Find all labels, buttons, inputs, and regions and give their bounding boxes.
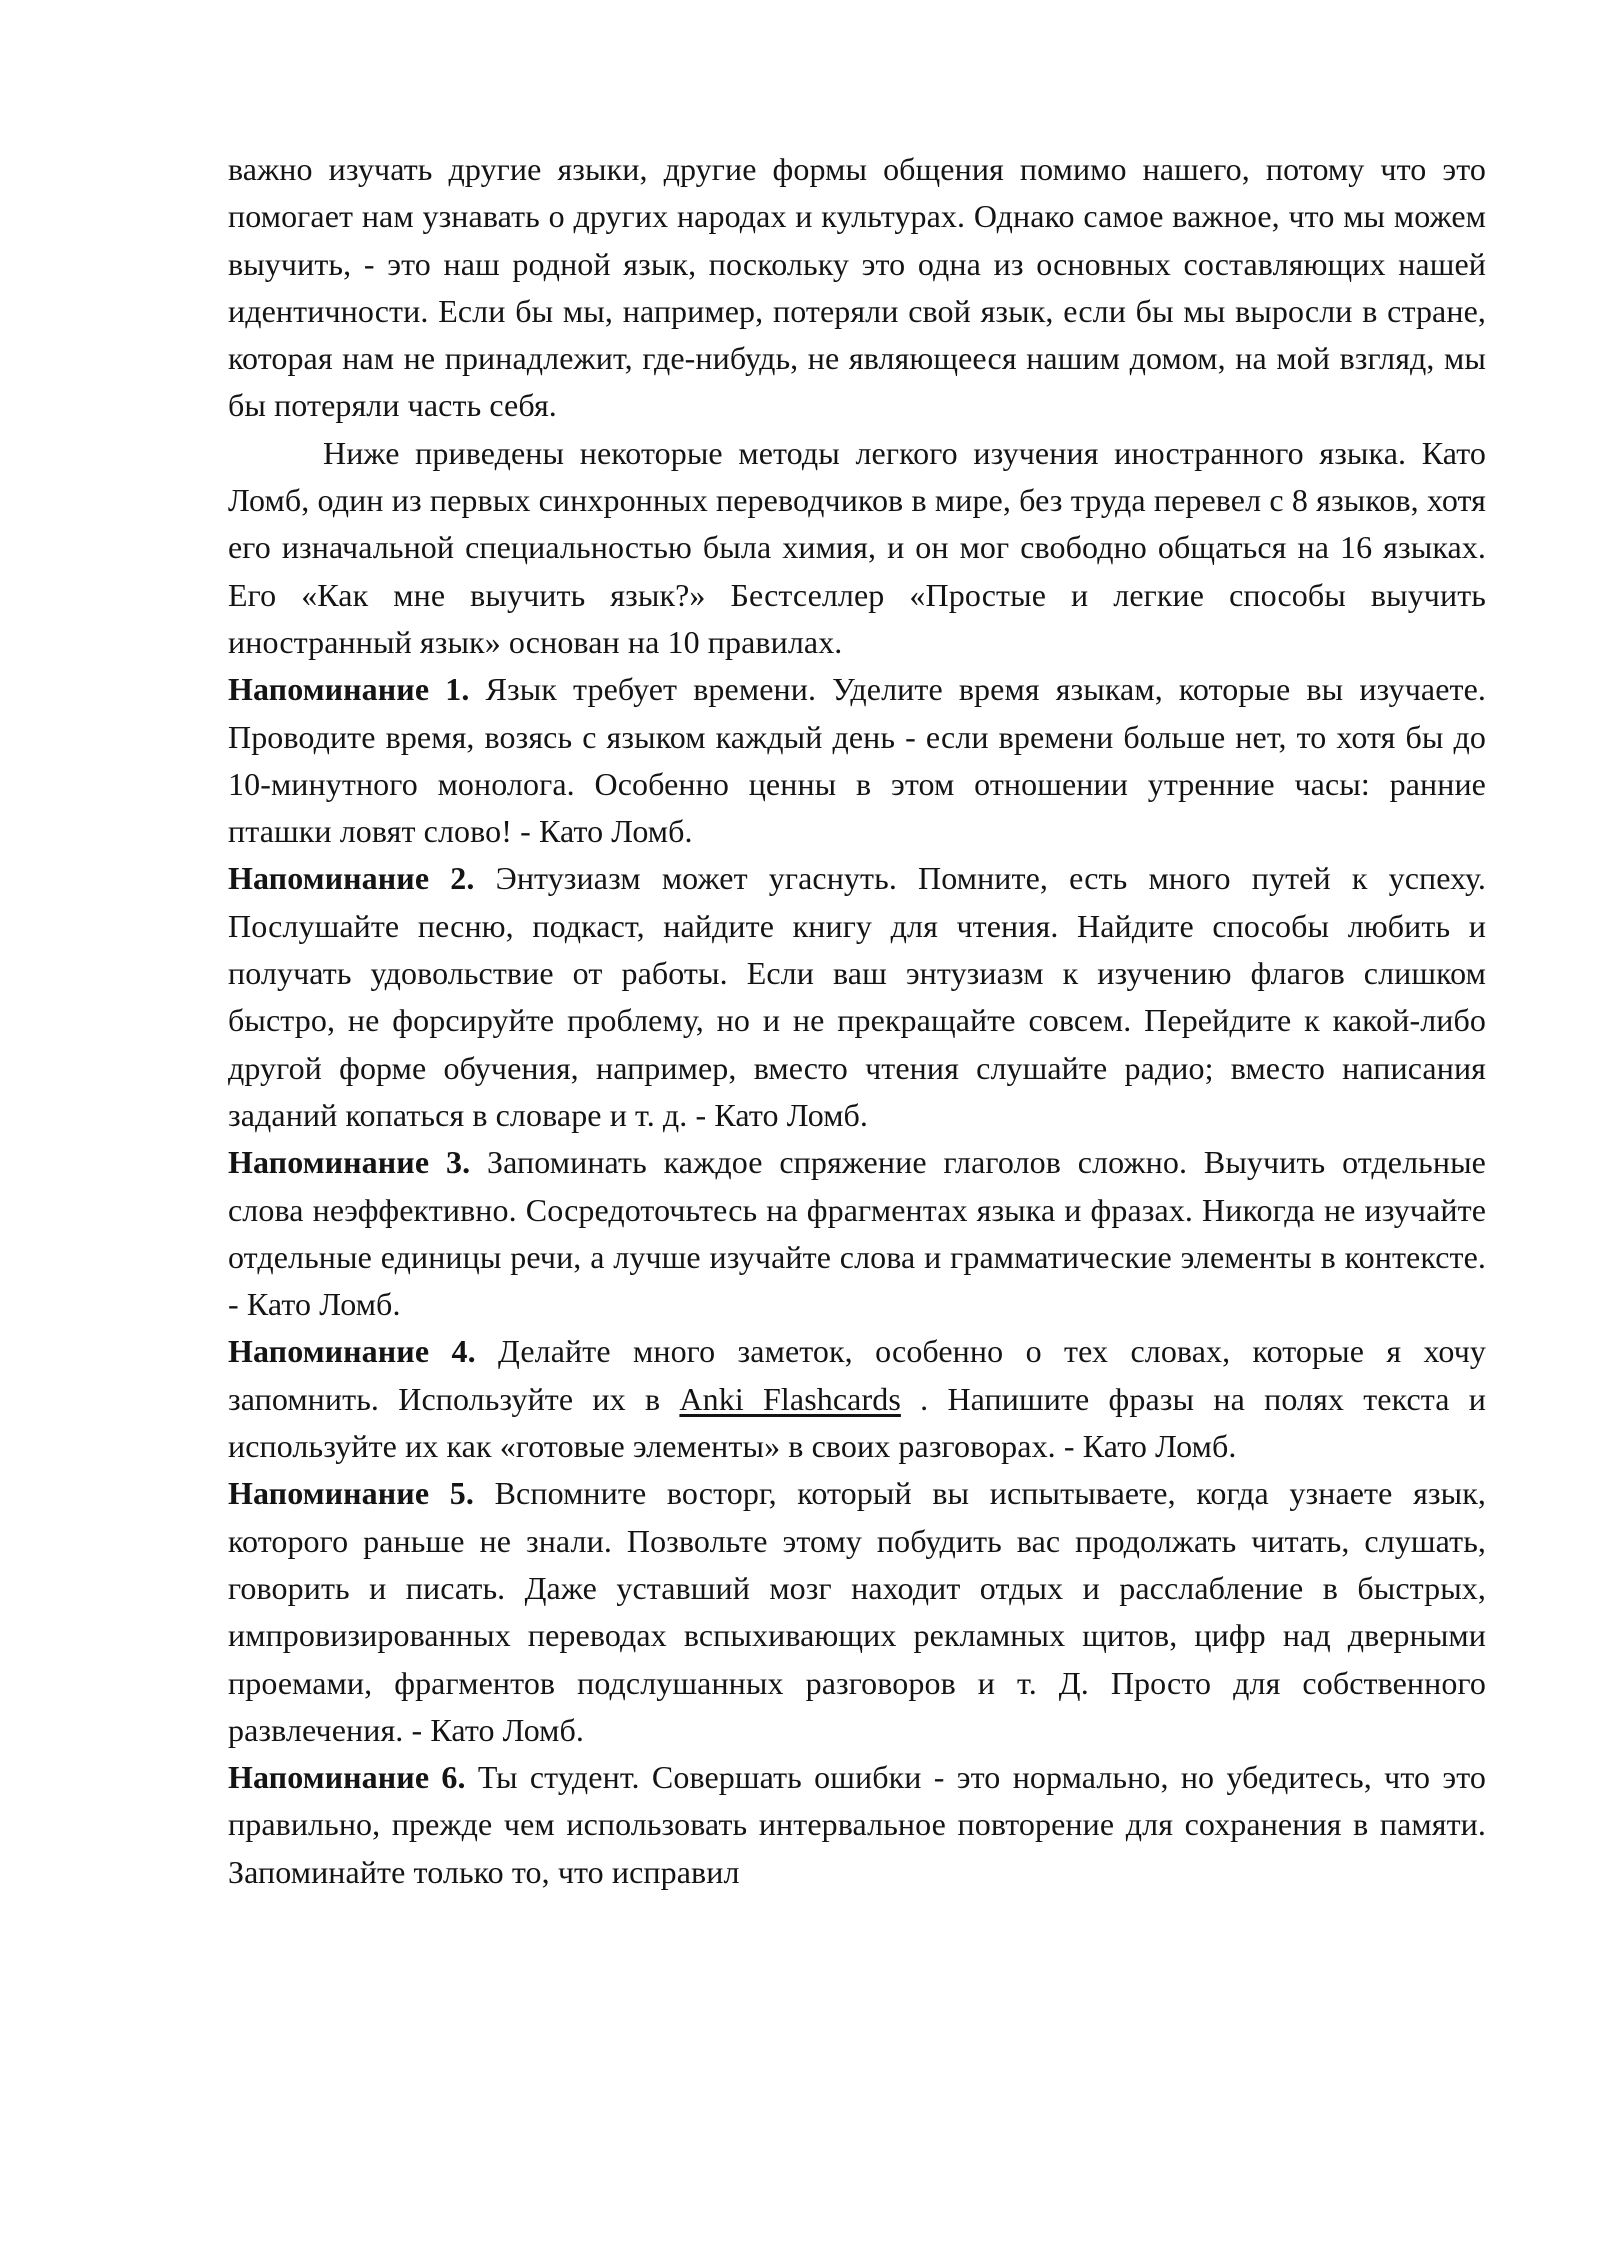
text-run: . Напишите фразы на полях текста и используйте их как «готовые элементы» в своих разговорах. - Като Ломб. xyxy=(228,1380,1486,1465)
paragraph-reminder-5 xyxy=(228,1470,1486,1754)
text-run: Энтузиазм может угаснуть. Помните, есть много путей к успеху. Послушайте песню, подкаст, найдите книгу для чтения. Найдите способы любить и получать удовольствие от работы. Если ваш энтузиазм к изучению флагов слишком быстро, не форсируйте проблему, но и не прекращайте совсем. Перейдите к какой-либо другой форме обучения, например, вместо чтения слушайте радио; вместо написания заданий копаться в словаре и т. д. - Като Ломб. xyxy=(228,860,1486,1133)
reminder-label: Напоминание 1. xyxy=(228,671,470,708)
reminder-label: Напоминание 2. xyxy=(228,860,475,897)
text-run: Запоминать каждое спряжение глаголов сложно. Выучить отдельные слова неэффективно. Сосредоточьтесь на фрагментах языка и фразах. Никогда не изучайте отдельные единицы речи, а лучше изучайте слова и грамматические элементы в контексте. - Като Ломб. xyxy=(228,1144,1486,1323)
paragraph-reminder-3 xyxy=(228,1139,1486,1328)
paragraph-intro-continuation xyxy=(228,146,1486,430)
text-run: Вспомните восторг, который вы испытываете, когда узнаете язык, которого раньше не знали. Позвольте этому побудить вас продолжать читать, слушать, говорить и писать. Даже уставший мозг находит отдых и расслабление в быстрых, импровизированных переводах вспыхивающих рекламных щитов, цифр над дверными проемами, фрагментов подслушанных разговоров и т. Д. Просто для собственного развлечения. - Като Ломб. xyxy=(228,1475,1486,1748)
reminder-label: Напоминание 5. xyxy=(228,1475,474,1512)
anki-flashcards-link[interactable]: Anki Flashcards xyxy=(679,1380,901,1417)
text-run: Язык требует времени. Уделите время языкам, которые вы изучаете. Проводите время, возясь с языком каждый день - если времени больше нет, то хотя бы до 10-минутного монолога. Особенно ценны в этом отношении утренние часы: ранние пташки ловят слово! - Като Ломб. xyxy=(228,671,1486,850)
paragraph-reminder-6 xyxy=(228,1754,1486,1896)
text-run: Делайте много заметок, особенно о тех словах, которые я хочу запомнить. Используйте их в xyxy=(228,1333,1486,1417)
reminder-label: Напоминание 6. xyxy=(228,1759,466,1796)
reminder-label: Напоминание 4. xyxy=(228,1333,476,1370)
paragraph-reminder-1 xyxy=(228,666,1486,855)
text-run: важно изучать другие языки, другие формы общения помимо нашего, потому что это помогает нам узнавать о других народах и культурах. Однако самое важное, что мы можем выучить, - это наш родной язык, поскольку это одна из основных составляющих нашей идентичности. Если бы мы, например, потеряли свой язык, если бы мы выросли в стране, которая нам не принадлежит, где-нибудь, не являющееся нашим домом, на мой взгляд, мы бы потеряли часть себя. xyxy=(228,151,1486,424)
paragraph-reminder-2 xyxy=(228,855,1486,1139)
paragraph-methods-intro xyxy=(228,430,1486,666)
paragraph-reminder-4 xyxy=(228,1328,1486,1470)
reminder-label: Напоминание 3. xyxy=(228,1144,471,1181)
text-run: Ты студент. Совершать ошибки - это нормально, но убедитесь, что это правильно, прежде чем использовать интервальное повторение для сохранения в памяти. Запоминайте только то, что исправил xyxy=(228,1759,1486,1890)
document-text-column xyxy=(228,146,1486,1896)
text-run: Ниже приведены некоторые методы легкого изучения иностранного языка. Като Ломб, один из первых синхронных переводчиков в мире, без труда перевел с 8 языков, хотя его изначальной специальностью была химия, и он мог свободно общаться на 16 языках. Его «Как мне выучить язык?» Бестселлер «Простые и легкие способы выучить иностранный язык» основан на 10 правилах. xyxy=(228,434,1486,660)
